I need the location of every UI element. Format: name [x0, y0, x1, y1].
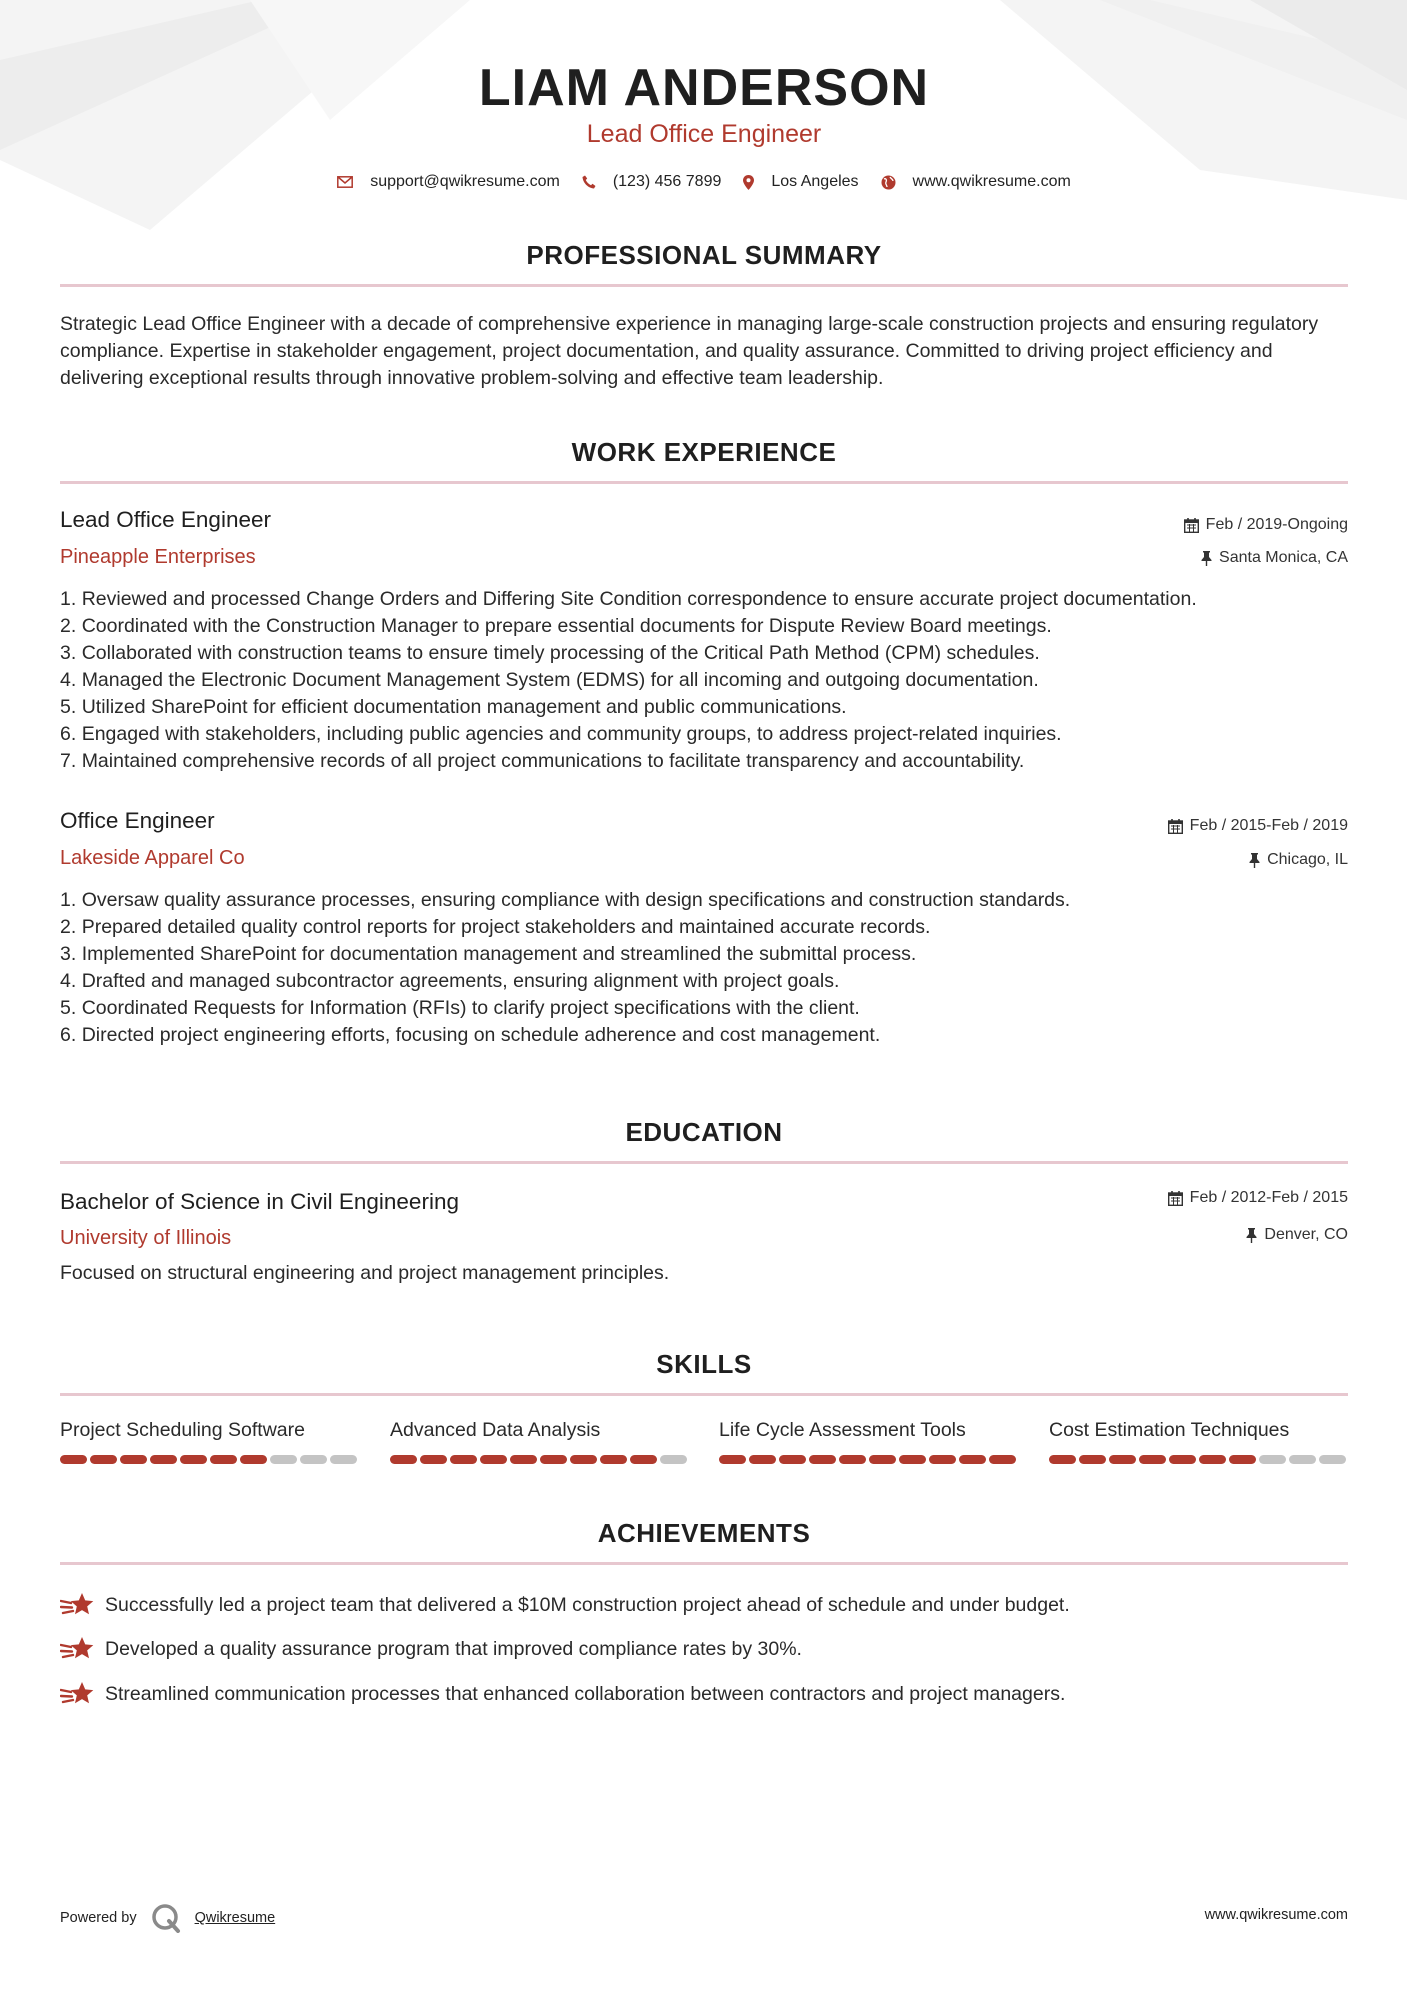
job-dates-text: Feb / 2019-Ongoing: [1205, 516, 1348, 533]
duty-item: 1. Reviewed and processed Change Orders and Differing Site Condition correspondence to ensure accurate project documentation.: [60, 588, 1197, 610]
skill-segment-empty: [330, 1455, 357, 1464]
job-dates: [1184, 516, 1348, 534]
job-title: Office Engineer: [60, 808, 215, 833]
pushpin-icon: [1249, 853, 1260, 868]
calendar-icon: [1168, 1191, 1183, 1206]
skill-segment-filled: [989, 1455, 1016, 1464]
skill-segment-filled: [1049, 1455, 1076, 1464]
skill-segment-filled: [719, 1455, 746, 1464]
pushpin-icon: [1246, 1228, 1257, 1243]
achievement-item: [60, 1636, 802, 1662]
job-location-text: Santa Monica, CA: [1219, 549, 1348, 566]
skill-segment-filled: [1169, 1455, 1196, 1464]
qwikresume-logo-icon: [151, 1903, 181, 1933]
duty-item: 5. Utilized SharePoint for efficient documentation management and public communications.: [60, 696, 847, 718]
achievement-item: [60, 1681, 1065, 1707]
email-text: support@qwikresume.com: [370, 173, 560, 190]
summary-heading: PROFESSIONAL SUMMARY: [526, 240, 882, 270]
skills-heading: SKILLS: [656, 1349, 752, 1379]
skill-segment-empty: [1259, 1455, 1286, 1464]
job-dates-text: Feb / 2015-Feb / 2019: [1189, 817, 1348, 834]
skill-segment-filled: [180, 1455, 207, 1464]
duty-item: 6. Directed project engineering efforts, focusing on schedule adherence and cost management.: [60, 1024, 881, 1046]
skill-segment-filled: [600, 1455, 627, 1464]
duty-item: 5. Coordinated Requests for Information (RFIs) to clarify project specifications with the client.: [60, 997, 860, 1019]
globe-icon: [881, 175, 896, 190]
achievement-text: Developed a quality assurance program that improved compliance rates by 30%.: [105, 1637, 802, 1660]
summary-divider: [60, 284, 1348, 287]
phone-icon: [582, 175, 596, 189]
achievement-text: Streamlined communication processes that enhanced collaboration between contractors and project managers.: [105, 1682, 1066, 1705]
skill-segment-filled: [510, 1455, 537, 1464]
skill-segment-filled: [540, 1455, 567, 1464]
job-title: Lead Office Engineer: [60, 507, 271, 532]
experience-heading: WORK EXPERIENCE: [571, 437, 837, 467]
experience-divider: [60, 481, 1348, 484]
skills-divider: [60, 1393, 1348, 1396]
skill-item: [1049, 1419, 1349, 1464]
job-location-text: Chicago, IL: [1267, 851, 1348, 868]
duty-item: 4. Drafted and managed subcontractor agreements, ensuring alignment with project goals.: [60, 970, 840, 992]
skill-segment-filled: [929, 1455, 956, 1464]
skill-level-bar: [719, 1455, 1019, 1464]
location-text: Los Angeles: [771, 173, 859, 190]
achievement-item: [60, 1592, 1070, 1618]
achievements-heading: ACHIEVEMENTS: [597, 1518, 811, 1548]
education-location: [1246, 1226, 1348, 1244]
skill-segment-empty: [300, 1455, 327, 1464]
job-duties-list: [60, 586, 1197, 775]
skill-segment-filled: [570, 1455, 597, 1464]
duty-item: 4. Managed the Electronic Document Management System (EDMS) for all incoming and outgoing documentation.: [60, 669, 1039, 691]
skill-segment-filled: [240, 1455, 267, 1464]
skill-segment-filled: [809, 1455, 836, 1464]
skill-segment-filled: [1199, 1455, 1226, 1464]
education-description: Focused on structural engineering and project management principles.: [60, 1262, 670, 1284]
skill-segment-empty: [1289, 1455, 1316, 1464]
summary-text: Strategic Lead Office Engineer with a decade of comprehensive experience in managing large-scale construction projects and ensuring regulatory compliance. Expertise in stakeholder engagement, project documentation, and quality assurance. Committed to driving project efficiency and delivering exceptional results through innovative problem-solving and effective team leadership.: [60, 313, 1319, 389]
skill-segment-filled: [210, 1455, 237, 1464]
footer-website-link[interactable]: www.qwikresume.com: [1204, 1907, 1348, 1923]
envelope-icon: [337, 176, 353, 188]
skill-item: [60, 1419, 360, 1464]
skill-segment-filled: [450, 1455, 477, 1464]
candidate-name: LIAM ANDERSON: [478, 59, 930, 117]
degree-title: Bachelor of Science in Civil Engineering: [60, 1189, 459, 1214]
contact-email[interactable]: [337, 173, 560, 191]
shooting-star-icon: [60, 1636, 96, 1662]
duty-item: 2. Prepared detailed quality control reports for project stakeholders and maintained accurate records.: [60, 916, 931, 938]
job-location: [1249, 851, 1348, 869]
education-divider: [60, 1161, 1348, 1164]
duty-item: 2. Coordinated with the Construction Manager to prepare essential documents for Dispute Review Board meetings.: [60, 615, 1052, 637]
shooting-star-icon: [60, 1681, 96, 1707]
skill-segment-filled: [899, 1455, 926, 1464]
achievement-text: Successfully led a project team that delivered a $10M construction project ahead of schedule and under budget.: [105, 1593, 1070, 1616]
skill-segment-filled: [630, 1455, 657, 1464]
skill-segment-filled: [150, 1455, 177, 1464]
skill-level-bar: [390, 1455, 690, 1464]
skill-segment-filled: [749, 1455, 776, 1464]
education-location-text: Denver, CO: [1264, 1226, 1348, 1243]
skill-level-bar: [60, 1455, 360, 1464]
school-name: University of Illinois: [60, 1227, 232, 1249]
job-company: Pineapple Enterprises: [60, 546, 256, 568]
skill-segment-filled: [839, 1455, 866, 1464]
skill-segment-empty: [270, 1455, 297, 1464]
job-location: [1201, 549, 1348, 567]
job-duties-list: [60, 887, 1070, 1049]
skill-segment-filled: [60, 1455, 87, 1464]
footer-powered-by: [60, 1903, 275, 1933]
skill-name: Life Cycle Assessment Tools: [719, 1419, 966, 1441]
skill-item: [719, 1419, 1019, 1464]
skill-segment-filled: [480, 1455, 507, 1464]
pushpin-icon: [1201, 551, 1212, 566]
contact-bar: [60, 173, 1348, 191]
candidate-title: Lead Office Engineer: [586, 120, 822, 148]
skill-segment-filled: [120, 1455, 147, 1464]
skill-segment-empty: [1319, 1455, 1346, 1464]
education-dates: [1168, 1189, 1348, 1207]
skill-segment-filled: [1079, 1455, 1106, 1464]
job-company: Lakeside Apparel Co: [60, 847, 245, 869]
skill-name: Advanced Data Analysis: [390, 1419, 601, 1441]
skill-segment-filled: [959, 1455, 986, 1464]
calendar-icon: [1168, 819, 1183, 834]
duty-item: 1. Oversaw quality assurance processes, ensuring compliance with design specifications and construction standards.: [60, 889, 1071, 911]
contact-website[interactable]: [881, 173, 1071, 191]
website-text: www.qwikresume.com: [912, 173, 1071, 190]
qwikresume-link[interactable]: Qwikresume: [194, 1910, 276, 1926]
contact-location: [743, 173, 858, 191]
skill-segment-filled: [420, 1455, 447, 1464]
job-dates: [1168, 817, 1348, 835]
skill-level-bar: [1049, 1455, 1349, 1464]
duty-item: 3. Collaborated with construction teams to ensure timely processing of the Critical Path Method (CPM) schedules.: [60, 642, 1040, 664]
shooting-star-icon: [60, 1592, 96, 1618]
achievements-divider: [60, 1562, 1348, 1565]
duty-item: 3. Implemented SharePoint for documentation management and streamlined the submittal process.: [60, 943, 917, 965]
skill-segment-filled: [390, 1455, 417, 1464]
skill-segment-filled: [1109, 1455, 1136, 1464]
powered-by-label: Powered by: [60, 1910, 137, 1926]
skill-name: Cost Estimation Techniques: [1049, 1419, 1290, 1441]
duty-item: 7. Maintained comprehensive records of all project communications to facilitate transparency and accountability.: [60, 750, 1025, 772]
map-pin-icon: [743, 175, 754, 190]
duty-item: 6. Engaged with stakeholders, including public agencies and community groups, to address project-related inquiries.: [60, 723, 1062, 745]
calendar-icon: [1184, 518, 1199, 533]
skill-segment-empty: [660, 1455, 687, 1464]
contact-phone[interactable]: [582, 173, 722, 191]
skill-segment-filled: [90, 1455, 117, 1464]
skill-segment-filled: [1229, 1455, 1256, 1464]
education-heading: EDUCATION: [625, 1117, 783, 1147]
skill-name: Project Scheduling Software: [60, 1419, 305, 1441]
skill-item: [390, 1419, 690, 1464]
skill-segment-filled: [1139, 1455, 1166, 1464]
skill-segment-filled: [869, 1455, 896, 1464]
skill-segment-filled: [779, 1455, 806, 1464]
education-dates-text: Feb / 2012-Feb / 2015: [1189, 1189, 1348, 1206]
phone-text: (123) 456 7899: [612, 173, 722, 190]
